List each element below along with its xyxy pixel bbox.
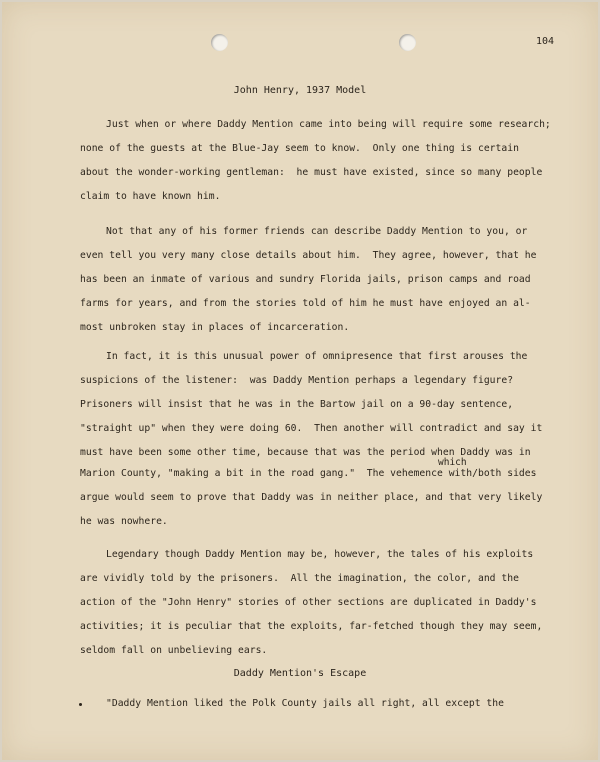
paragraph-3-line-1: In fact, it is this unusual power of omnipresence that first arouses the (106, 351, 528, 362)
paragraph-1-line-2: none of the guests at the Blue-Jay seem to know. Only one thing is certain (80, 143, 519, 154)
paragraph-3-line-2: suspicions of the listener: was Daddy Mention perhaps a legendary figure? (80, 375, 514, 386)
punch-hole-right (399, 34, 416, 51)
paragraph-1-line-3: about the wonder-working gentleman: he must have existed, since so many people (80, 167, 543, 178)
page-number: 104 (536, 36, 555, 47)
section-heading: Daddy Mention's Escape (233, 668, 367, 679)
paragraph-3-line-5: must have been some other time, because that was the period when Daddy was in (80, 447, 531, 458)
paragraph-2-line-1: Not that any of his former friends can describe Daddy Mention to you, or (106, 226, 528, 237)
paragraph-3-line-7: argue would seem to prove that Daddy was in neither place, and that very likely (80, 492, 543, 503)
paragraph-4-line-4: activities; it is peculiar that the exploits, far-fetched though they may seem, (80, 621, 543, 632)
paragraph-3-line-8: he was nowhere. (80, 516, 168, 527)
paragraph-3-line-6: Marion County, "making a bit in the road gang." The vehemence with/both sides (80, 468, 537, 479)
paragraph-3-line-4: "straight up" when they were doing 60. Then another will contradict and say it (80, 423, 543, 434)
paragraph-1-line-4: claim to have known him. (80, 191, 221, 202)
paragraph-2-line-4: farms for years, and from the stories told of him he must have enjoyed an al- (80, 298, 531, 309)
paragraph-2-line-5: most unbroken stay in places of incarceration. (80, 322, 350, 333)
handwritten-insertion: which (438, 457, 467, 468)
paragraph-3-line-3: Prisoners will insist that he was in the Bartow jail on a 90-day sentence, (80, 399, 514, 410)
document-title: John Henry, 1937 Model (233, 85, 367, 96)
paragraph-4-line-3: action of the "John Henry" stories of other sections are duplicated in Daddy's (80, 597, 537, 608)
paragraph-1-line-1: Just when or where Daddy Mention came into being will require some research; (106, 119, 551, 130)
paragraph-4-line-2: are vividly told by the prisoners. All the imagination, the color, and the (80, 573, 519, 584)
paragraph-2-line-2: even tell you very many close details about him. They agree, however, that he (80, 250, 537, 261)
paragraph-4-line-5: seldom fall on unbelieving ears. (80, 645, 268, 656)
paragraph-4-line-1: Legendary though Daddy Mention may be, however, the tales of his exploits (106, 549, 534, 560)
punch-hole-left (211, 34, 228, 51)
final-line: "Daddy Mention liked the Polk County jails all right, all except the (106, 698, 504, 709)
paragraph-2-line-3: has been an inmate of various and sundry Florida jails, prison camps and road (80, 274, 531, 285)
margin-mark (79, 703, 82, 706)
